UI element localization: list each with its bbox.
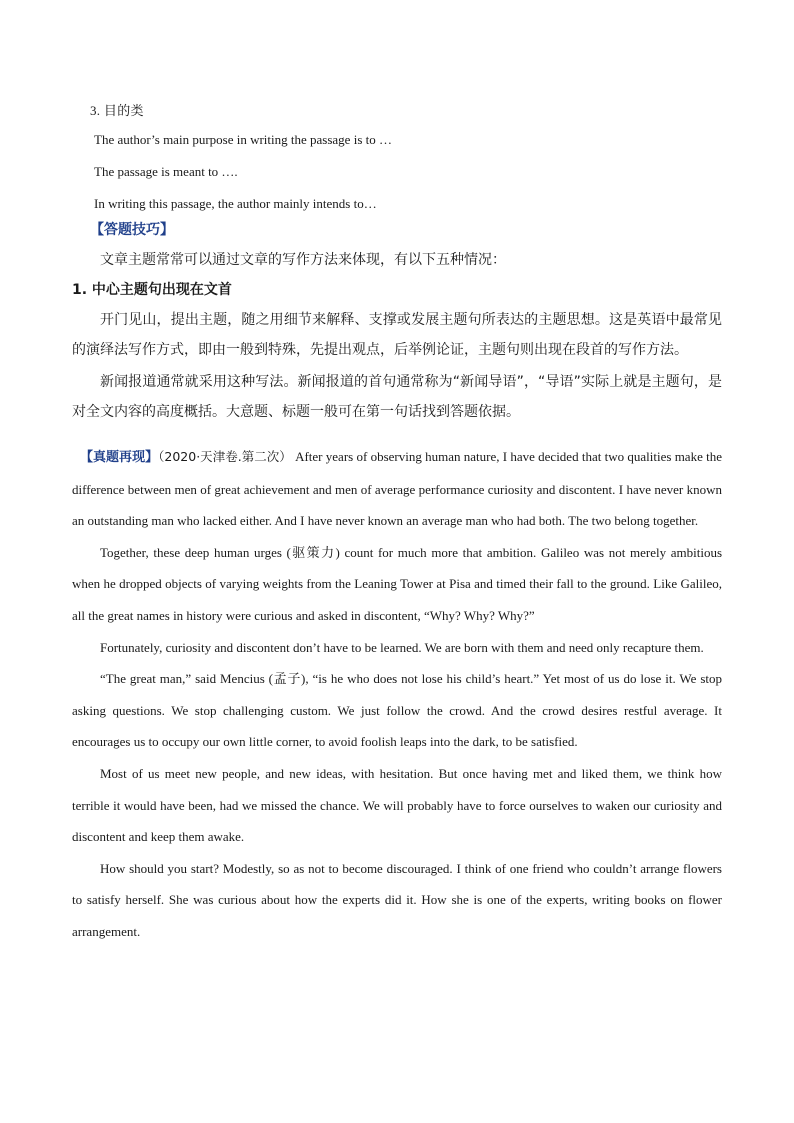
tips-heading: 【答题技巧】	[90, 222, 174, 238]
passage-paragraph-5: Most of us meet new people, and new ideas, with hesitation. But once having met and liked them, we think how terrible it would have been, had we missed the chance. We will probably have to force ourselves to waken our curiosity and discontent and keep them awake.	[72, 765, 722, 845]
passage-paragraph-3: Fortunately, curiosity and discontent don’t have to be learned. We are born with them and need only recapture them.	[100, 639, 704, 655]
passage-paragraph-4: “The great man,” said Mencius (孟子), “is he who does not lose his child’s heart.” Yet most of us do lose it. We stop asking questions. We stop challenging custom. We just follow the crowd. And the crowd desires restful average. It encourages us to occupy our own little corner, to avoid foolish leaps into the dark, to be satisfied.	[72, 671, 722, 750]
case-title: 1. 中心主题句出现在文首	[72, 282, 232, 298]
tips-intro: 文章主题常常可以通过文章的写作方法来体现，有以下五种情况：	[100, 252, 506, 268]
passage-paragraph-2: Together, these deep human urges (驱策力) count for much more that ambition. Galileo was not merely ambitious when he dropped objects of varying weights from the Leaning Tower at Pisa and timed their fall to the ground. Like Galileo, all the great names in history were curious and asked in discontent, “Why? Why? Why?”	[72, 544, 722, 623]
case-paragraph-1: 开门见山，提出主题，随之用细节来解释、支撑或发展主题句所表达的主题思想。这是英语中最常见的演绎法写作方式，即由一般到特殊，先提出观点，后举例论证，主题句则出现在段首的写作方法。	[72, 312, 722, 358]
example-question-2: The passage is meant to ….	[94, 164, 238, 179]
passage-first-text: After years of observing human nature, I have decided that two qualities make the difference between men of great achievement and men of average performance curiosity and discontent. I have never known an outstanding man who lacked either. And I have never known an average man who had both. The two belong together.	[72, 449, 722, 529]
case-paragraph-2: 新闻报道通常就采用这种写法。新闻报道的首句通常称为“新闻导语”，“导语”实际上就是主题句，是对全文内容的高度概括。大意题、标题一般可在第一句话找到答题依据。	[72, 374, 722, 420]
exam-source: （2020·天津卷.第二次）	[158, 449, 292, 464]
passage-paragraph-1	[72, 441, 722, 537]
passage-paragraph-6: How should you start? Modestly, so as not to become discouraged. I think of one friend who couldn’t arrange flowers to satisfy herself. She was curious about how the experts did it. How she is one of the experts, writing books on flower arrangement.	[72, 860, 722, 939]
section-title-purpose: 3. 目的类	[90, 103, 144, 118]
example-question-3: In writing this passage, the author mainly intends to…	[94, 196, 377, 211]
exam-tag: 【真题再现】	[80, 450, 159, 465]
example-question-1: The author’s main purpose in writing the passage is to …	[94, 132, 392, 147]
